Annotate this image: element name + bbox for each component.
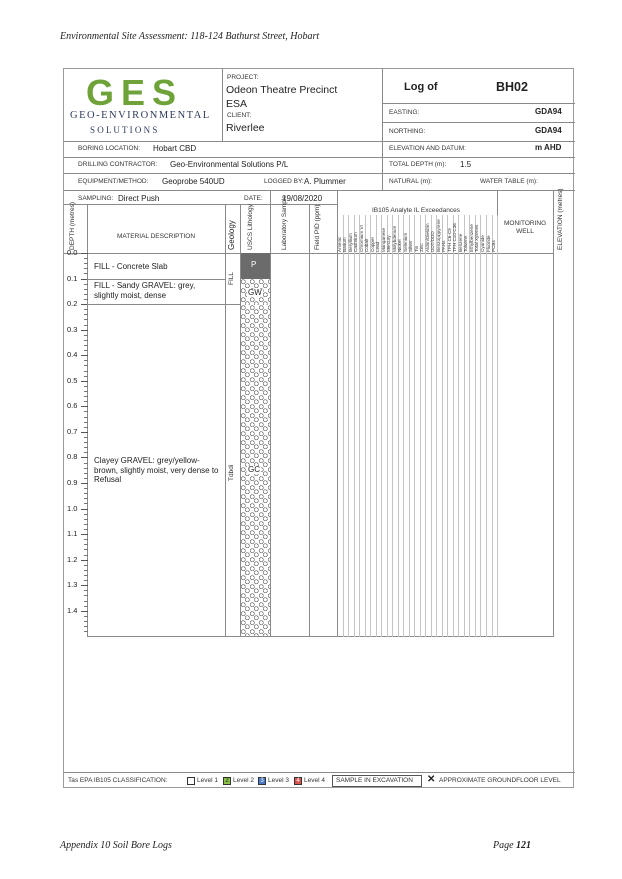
analyte-column-divider: [431, 215, 432, 637]
sampling-label: SAMPLING:: [78, 195, 114, 202]
depth-tick-minor: [84, 498, 88, 499]
depth-tick-minor: [84, 514, 88, 515]
logged-by-value: A. Plummer: [304, 177, 346, 186]
depth-tick-major: [81, 330, 88, 331]
depth-tick-label: 0.6: [67, 401, 78, 411]
analyte-column-divider: [464, 215, 465, 637]
northing-label: NORTHING:: [389, 128, 426, 135]
drilling-value: Geo-Environmental Solutions P/L: [170, 160, 289, 169]
depth-tick-minor: [84, 360, 88, 361]
depth-tick-minor: [84, 391, 88, 392]
page-footer-left: Appendix 10 Soil Bore Logs: [60, 840, 172, 851]
depth-tick-minor: [84, 299, 88, 300]
analyte-column-divider: [359, 215, 360, 637]
depth-tick-minor: [84, 601, 88, 602]
analyte-column-divider: [376, 215, 377, 637]
depth-tick-minor: [84, 309, 88, 310]
analyte-column-divider: [409, 215, 410, 637]
depth-tick-label: 0.5: [67, 375, 78, 385]
equipment-value: Geoprobe 540UD: [162, 177, 225, 186]
analyte-column-divider: [370, 215, 371, 637]
depth-tick-minor: [84, 463, 88, 464]
depth-tick-minor: [84, 273, 88, 274]
depth-tick-minor: [84, 626, 88, 627]
analyte-column-divider: [403, 215, 404, 637]
depth-tick-minor: [84, 365, 88, 366]
col-geology: Geology: [227, 220, 236, 250]
geology-tdbdi-label: Tdbdi: [228, 464, 235, 481]
analyte-label: Total Xylenes: [474, 224, 480, 252]
analyte-column-divider: [414, 215, 415, 637]
depth-tick-minor: [84, 386, 88, 387]
sample-in-excavation-label: SAMPLE IN EXCAVATION: [336, 777, 413, 784]
uscs-gc-label: GC: [248, 465, 260, 474]
total-depth-value: 1.5: [460, 160, 472, 169]
level3-swatch: 3: [258, 777, 266, 785]
analyte-label: Aldrin/Dieldrin: [424, 223, 430, 252]
project-name-line2: ESA: [226, 98, 248, 110]
analyte-label: Silver: [408, 240, 414, 252]
depth-tick-minor: [84, 570, 88, 571]
depth-tick-minor: [84, 376, 88, 377]
analyte-column-divider: [492, 215, 493, 637]
depth-tick-label: 1.0: [67, 503, 78, 513]
depth-tick-minor: [84, 411, 88, 412]
analyte-label: Ethylbenzene: [468, 224, 474, 252]
analyte-label: Fluoride: [485, 235, 491, 252]
depth-tick-minor: [84, 529, 88, 530]
page-footer-right: [493, 840, 531, 851]
analyte-label: Beryllium: [347, 233, 353, 252]
depth-tick-minor: [84, 314, 88, 315]
depth-tick-minor: [84, 519, 88, 520]
page-header: Environmental Site Assessment: 118-124 Bathurst Street, Hobart: [60, 31, 320, 42]
analyte-column-divider: [343, 215, 344, 637]
depth-tick-label: 0.8: [67, 452, 78, 462]
project-label: PROJECT:: [227, 74, 259, 81]
depth-tick-major: [81, 611, 88, 612]
level2-label: Level 2: [233, 777, 254, 784]
logo-line1: GEO-ENVIRONMENTAL: [70, 110, 211, 121]
level1-label: Level 1: [197, 777, 218, 784]
groundfloor-cross-icon: ✕: [427, 774, 436, 785]
analyte-column-divider: [480, 215, 481, 637]
analyte-column-divider: [425, 215, 426, 637]
depth-tick-minor: [84, 258, 88, 259]
northing-value: GDA94: [535, 126, 562, 135]
level4-label: Level 4: [304, 777, 325, 784]
easting-value: GDA94: [535, 107, 562, 116]
depth-tick-major: [81, 534, 88, 535]
analyte-label: TPH C6-C9: [446, 228, 452, 252]
depth-tick-major: [81, 483, 88, 484]
depth-tick-minor: [84, 621, 88, 622]
depth-scale: [64, 248, 88, 637]
col-uscs: USCS Lithology: [247, 204, 254, 250]
depth-tick-label: 0.7: [67, 426, 78, 436]
analyte-column-divider: [381, 215, 382, 637]
depth-tick-minor: [84, 447, 88, 448]
groundfloor-label: APPROXIMATE GROUNDFLOOR LEVEL: [439, 777, 561, 784]
col-monitoring-well: MONITORING WELL: [504, 220, 547, 235]
col-depth: DEPTH (metres): [69, 201, 76, 250]
natural-label: NATURAL (m):: [389, 178, 432, 185]
analyte-label: PCBs: [491, 240, 496, 252]
col-lab-sample: Laboratory Sample: [281, 195, 288, 250]
project-name-line1: Odeon Theatre Precinct: [226, 84, 338, 96]
elevation-label: ELEVATION AND DATUM:: [389, 145, 466, 152]
depth-tick-label: 0.3: [67, 324, 78, 334]
depth-tick-minor: [84, 427, 88, 428]
logo-line2: S O L U T I O N S: [90, 125, 158, 135]
depth-tick-minor: [84, 606, 88, 607]
uscs-p-label: P: [251, 260, 257, 269]
depth-tick-minor: [84, 493, 88, 494]
analyte-label: Cyanide: [479, 235, 485, 252]
depth-tick-minor: [84, 468, 88, 469]
analyte-label: Selenium: [402, 232, 408, 252]
depth-tick-minor: [84, 263, 88, 264]
depth-tick-major: [81, 406, 88, 407]
depth-tick-minor: [84, 524, 88, 525]
analyte-column-divider: [392, 215, 393, 637]
client-label: CLIENT:: [227, 112, 252, 119]
analyte-label: Mercury: [386, 235, 392, 252]
depth-tick-minor: [84, 396, 88, 397]
depth-tick-major: [81, 585, 88, 586]
depth-tick-minor: [84, 294, 88, 295]
depth-tick-minor: [84, 284, 88, 285]
depth-tick-minor: [84, 289, 88, 290]
analyte-column-divider: [469, 215, 470, 637]
classification-label: Tas EPA IB105 CLASSIFICATION:: [68, 777, 168, 784]
drilling-label: DRILLING CONTRACTOR:: [78, 161, 158, 168]
analyte-label: Toluene: [463, 235, 469, 252]
depth-tick-label: 0.9: [67, 478, 78, 487]
depth-tick-major: [81, 381, 88, 382]
col-elevation: ELEVATION (metres): [557, 188, 564, 250]
analyte-label: Nickel: [397, 239, 403, 252]
analyte-column-divider: [348, 215, 349, 637]
easting-label: EASTING:: [389, 109, 420, 116]
depth-tick-label: 1.4: [67, 605, 78, 615]
analyte-column-divider: [398, 215, 399, 637]
analyte-label: Manganese: [380, 227, 386, 252]
depth-tick-minor: [84, 544, 88, 545]
analyte-column-divider: [458, 215, 459, 637]
depth-tick-label: 0.0: [67, 248, 78, 257]
level1-swatch: [187, 777, 195, 785]
date-label: DATE:: [244, 195, 263, 202]
analyte-label: Cadmium: [353, 232, 359, 252]
analyte-label: Chromium VI: [358, 225, 364, 252]
sampling-value: Direct Push: [118, 194, 160, 203]
depth-tick-minor: [84, 417, 88, 418]
analyte-column-divider: [354, 215, 355, 637]
depth-tick-major: [81, 509, 88, 510]
client-name: Riverlee: [226, 122, 265, 134]
analyte-column-divider: [365, 215, 366, 637]
analyte-label: Copper: [369, 236, 375, 252]
logo-mark: GES: [86, 72, 184, 113]
analyte-column-divider: [436, 215, 437, 637]
page-number: 121: [516, 840, 532, 851]
depth-tick-minor: [84, 437, 88, 438]
depth-tick-minor: [84, 401, 88, 402]
depth-tick-major: [81, 432, 88, 433]
analyte-label: TPH C10-C36: [452, 223, 458, 252]
analyte-column-divider: [442, 215, 443, 637]
depth-tick-minor: [84, 503, 88, 504]
analyte-label: Benzene: [457, 233, 463, 252]
analyte-label: Benzo(a)pyrene: [435, 219, 441, 252]
analyte-column-divider: [453, 215, 454, 637]
geology-fill-unit: [226, 253, 240, 304]
depth-tick-minor: [84, 335, 88, 336]
geology-fill-label: FILL: [228, 271, 235, 285]
depth-tick-label: 0.2: [67, 299, 78, 309]
analyte-label: Cobalt: [364, 238, 370, 252]
elevation-value: m AHD: [535, 143, 562, 152]
uscs-clayey-gravel: [241, 305, 270, 636]
depth-tick-minor: [84, 590, 88, 591]
analyte-column-divider: [387, 215, 388, 637]
level2-swatch: 2: [223, 777, 231, 785]
depth-tick-minor: [84, 580, 88, 581]
analyte-label: Molybdenum: [391, 225, 397, 252]
depth-tick-minor: [84, 575, 88, 576]
page-label: Page: [493, 840, 517, 851]
stratum-desc-3: Clayey GRAVEL: grey/yellow-brown, slightly moist, very dense to Refusal: [94, 456, 219, 485]
depth-tick-minor: [84, 345, 88, 346]
bore-log-sheet: [63, 68, 574, 788]
uscs-sandy-gravel: [241, 279, 270, 305]
depth-tick-minor: [84, 340, 88, 341]
analyte-column-divider: [497, 215, 498, 637]
date-value: 19/08/2020: [282, 194, 323, 203]
analyte-label: Zinc: [419, 243, 425, 252]
stratum-desc-1: FILL - Concrete Slab: [94, 262, 168, 271]
sample-in-excavation-box: [332, 775, 422, 787]
bore-id: BH02: [496, 80, 528, 94]
level3-label: Level 3: [268, 777, 289, 784]
analyte-column-divider: [486, 215, 487, 637]
depth-tick-minor: [84, 488, 88, 489]
boring-location-label: BORING LOCATION:: [78, 145, 140, 152]
depth-tick-major: [81, 457, 88, 458]
stratum-desc-2: FILL - Sandy GRAVEL: grey, slightly moist, dense: [94, 281, 196, 300]
analyte-label: Barium: [342, 237, 347, 252]
depth-tick-major: [81, 355, 88, 356]
depth-tick-minor: [84, 539, 88, 540]
depth-tick-minor: [84, 319, 88, 320]
uscs-concrete: [241, 253, 270, 279]
analyte-label: Tin: [413, 245, 419, 252]
depth-tick-minor: [84, 565, 88, 566]
depth-tick-minor: [84, 555, 88, 556]
depth-tick-label: 1.3: [67, 580, 78, 590]
analyte-label: PAHs: [441, 240, 447, 252]
water-table-label: WATER TABLE (m):: [480, 178, 538, 185]
analyte-columns: [337, 215, 497, 637]
depth-tick-minor: [84, 442, 88, 443]
analyte-label: Arsenic: [336, 236, 342, 252]
col-material: MATERIAL DESCRIPTION: [117, 233, 196, 240]
equipment-label: EQUIPMENT/METHOD:: [78, 178, 149, 185]
depth-tick-label: 1.2: [67, 554, 78, 564]
logged-by-label: LOGGED BY:: [264, 178, 304, 185]
col-analytes-title: IB105 Analyte IL Exceedances: [372, 207, 460, 214]
boring-location-value: Hobart CBD: [153, 144, 197, 153]
analyte-column-divider: [420, 215, 421, 637]
total-depth-label: TOTAL DEPTH (m):: [389, 161, 447, 168]
depth-tick-minor: [84, 473, 88, 474]
analyte-label: Lead: [375, 241, 381, 252]
depth-tick-minor: [84, 350, 88, 351]
analyte-column-divider: [447, 215, 448, 637]
depth-tick-minor: [84, 616, 88, 617]
depth-tick-major: [81, 560, 88, 561]
depth-tick-minor: [84, 478, 88, 479]
depth-tick-minor: [84, 549, 88, 550]
uscs-gw-label: GW: [248, 288, 262, 297]
depth-tick-minor: [84, 452, 88, 453]
depth-tick-minor: [84, 631, 88, 632]
depth-tick-minor: [84, 325, 88, 326]
depth-tick-minor: [84, 268, 88, 269]
depth-tick-minor: [84, 422, 88, 423]
depth-tick-label: 1.1: [67, 529, 78, 539]
log-of-label: Log of: [404, 81, 438, 93]
analyte-label: DDT/DDD: [430, 231, 436, 252]
analyte-column-divider: [475, 215, 476, 637]
col-pid: Field PID (ppm): [314, 204, 321, 250]
depth-tick-minor: [84, 595, 88, 596]
depth-tick-label: 0.1: [67, 273, 78, 283]
depth-tick-major: [81, 253, 88, 254]
level4-swatch: 4: [294, 777, 302, 785]
depth-tick-minor: [84, 371, 88, 372]
depth-tick-label: 0.4: [67, 350, 78, 360]
